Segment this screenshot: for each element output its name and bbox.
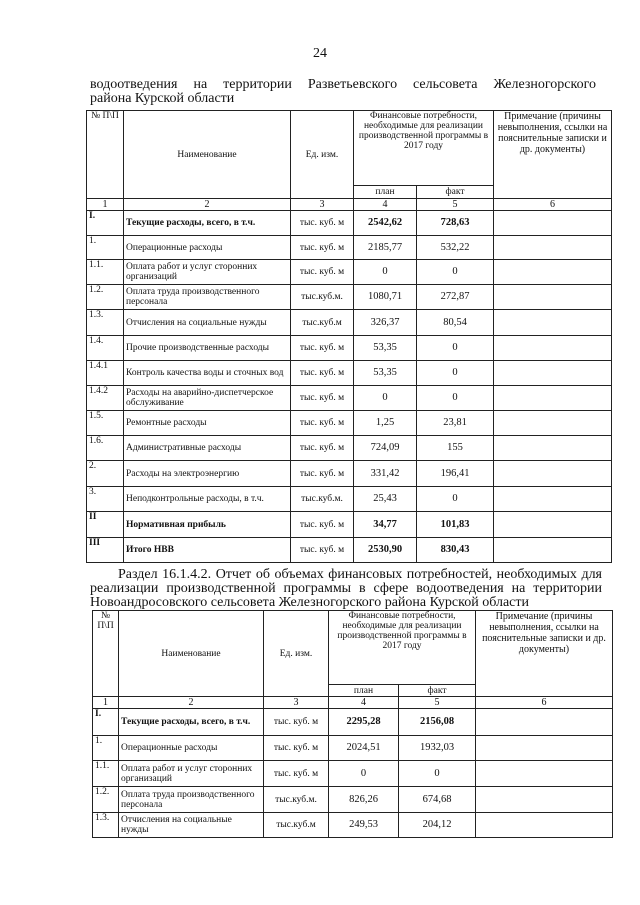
- row-name: Оплата труда производственного персонала: [119, 787, 264, 813]
- table1-heading: [90, 78, 596, 106]
- row-fact-value: 0: [417, 487, 494, 512]
- col-financial-header: Финансовые потребности, необходимые для реализации производственной программы в 2017 году: [329, 611, 476, 685]
- row-plan-value: 34,77: [354, 512, 417, 538]
- table1-heading-line1: водоотведения на территории Разветьевского сельсовета Железногорского: [90, 77, 596, 92]
- row-note: [476, 736, 613, 761]
- row-fact-value: 0: [417, 386, 494, 411]
- row-name: Операционные расходы: [124, 236, 291, 260]
- section-heading-line3: Новоандросовского сельсовета Железногорского района Курской области: [90, 595, 529, 610]
- col-index: 4: [354, 199, 417, 211]
- row-unit: тыс.куб.м: [264, 813, 329, 838]
- row-fact-value: 23,81: [417, 411, 494, 436]
- row-fact-value: 196,41: [417, 461, 494, 487]
- report-table-2: [92, 610, 613, 838]
- row-name: Оплата труда производственного персонала: [124, 285, 291, 310]
- col-name-header: Наименование: [119, 611, 264, 697]
- row-code: 1.4.2: [87, 386, 124, 411]
- col-financial-header: Финансовые потребности, необходимые для реализации производственной программы в 2017 году: [354, 111, 494, 186]
- row-name: Прочие производственные расходы: [124, 336, 291, 361]
- row-plan-value: 1080,71: [354, 285, 417, 310]
- row-plan-value: 2024,51: [329, 736, 399, 761]
- row-plan-value: 724,09: [354, 436, 417, 461]
- row-note: [476, 787, 613, 813]
- table-row: [87, 411, 612, 436]
- row-note: [494, 285, 612, 310]
- table-row: [87, 285, 612, 310]
- row-name: Расходы на электроэнергию: [124, 461, 291, 487]
- row-code: 1.4.: [87, 336, 124, 361]
- row-code: 1.: [93, 736, 119, 761]
- table2-header: [93, 611, 613, 709]
- row-unit: тыс.куб.м.: [291, 285, 354, 310]
- row-code: 3.: [87, 487, 124, 512]
- page-number: 24: [313, 46, 327, 61]
- row-fact-value: 532,22: [417, 236, 494, 260]
- row-code: 1.4.1: [87, 361, 124, 386]
- row-note: [494, 336, 612, 361]
- row-fact-value: 204,12: [399, 813, 476, 838]
- table-row: [87, 512, 612, 538]
- section-heading: [90, 568, 602, 610]
- row-unit: тыс. куб. м: [291, 386, 354, 411]
- row-note: [494, 386, 612, 411]
- row-name: Административные расходы: [124, 436, 291, 461]
- table-row: [87, 538, 612, 563]
- table-row: [87, 336, 612, 361]
- col-fact-header: факт: [417, 186, 494, 199]
- row-note: [494, 211, 612, 236]
- row-fact-value: 272,87: [417, 285, 494, 310]
- row-code: I.: [93, 709, 119, 736]
- row-code: II: [87, 512, 124, 538]
- row-note: [494, 236, 612, 260]
- row-unit: тыс. куб. м: [264, 761, 329, 787]
- table-row: [93, 736, 613, 761]
- table-row: [93, 813, 613, 838]
- row-plan-value: 249,53: [329, 813, 399, 838]
- row-plan-value: 53,35: [354, 336, 417, 361]
- row-plan-value: 2542,62: [354, 211, 417, 236]
- row-plan-value: 2185,77: [354, 236, 417, 260]
- row-unit: тыс. куб. м: [291, 260, 354, 285]
- row-code: 1.6.: [87, 436, 124, 461]
- row-unit: тыс.куб.м.: [264, 787, 329, 813]
- row-note: [494, 436, 612, 461]
- row-unit: тыс.куб.м.: [291, 487, 354, 512]
- row-plan-value: 0: [354, 386, 417, 411]
- row-unit: тыс. куб. м: [291, 538, 354, 563]
- row-note: [476, 813, 613, 838]
- row-name: Оплата работ и услуг сторонних организаций: [119, 761, 264, 787]
- col-note-header: Примечание (причины невыполнения, ссылки на пояснительные записки и др. документы): [476, 611, 613, 697]
- col-index: 3: [264, 697, 329, 709]
- row-plan-value: 1,25: [354, 411, 417, 436]
- table2-body: [93, 709, 613, 838]
- row-unit: тыс. куб. м: [291, 236, 354, 260]
- row-plan-value: 0: [354, 260, 417, 285]
- col-unit-header: Ед. изм.: [291, 111, 354, 199]
- row-code: 1.: [87, 236, 124, 260]
- table-row: [87, 310, 612, 336]
- col-plan-header: план: [329, 685, 399, 697]
- row-plan-value: 53,35: [354, 361, 417, 386]
- col-index: 2: [119, 697, 264, 709]
- row-name: Отчисления на социальные нужды: [119, 813, 264, 838]
- col-num-header: № П\П: [93, 611, 119, 697]
- row-code: 1.3.: [87, 310, 124, 336]
- row-code: 2.: [87, 461, 124, 487]
- report-table-1: [86, 110, 612, 563]
- row-plan-value: 0: [329, 761, 399, 787]
- row-unit: тыс. куб. м: [291, 411, 354, 436]
- table-row: [93, 709, 613, 736]
- row-name: Отчисления на социальные нужды: [124, 310, 291, 336]
- section-heading-line1: Раздел 16.1.4.2. Отчет об объемах финансовых потребностей, необходимых для: [118, 567, 602, 582]
- row-code: 1.2.: [87, 285, 124, 310]
- row-fact-value: 2156,08: [399, 709, 476, 736]
- row-unit: тыс. куб. м: [291, 361, 354, 386]
- row-code: I.: [87, 211, 124, 236]
- row-code: III: [87, 538, 124, 563]
- col-num-header: № П\П: [87, 111, 124, 199]
- col-index: 3: [291, 199, 354, 211]
- col-index: 6: [476, 697, 613, 709]
- row-unit: тыс. куб. м: [291, 336, 354, 361]
- row-fact-value: 0: [417, 361, 494, 386]
- table-row: [93, 761, 613, 787]
- row-unit: тыс. куб. м: [291, 512, 354, 538]
- table1-header: [87, 111, 612, 211]
- col-index: 1: [93, 697, 119, 709]
- row-unit: тыс. куб. м: [291, 211, 354, 236]
- table-row: [87, 436, 612, 461]
- row-name: Текущие расходы, всего, в т.ч.: [124, 211, 291, 236]
- table-row: [87, 386, 612, 411]
- row-name: Неподконтрольные расходы, в т.ч.: [124, 487, 291, 512]
- table-row: [87, 211, 612, 236]
- row-unit: тыс. куб. м: [264, 736, 329, 761]
- row-plan-value: 2295,28: [329, 709, 399, 736]
- row-name: Ремонтные расходы: [124, 411, 291, 436]
- row-note: [476, 761, 613, 787]
- row-fact-value: 80,54: [417, 310, 494, 336]
- row-note: [494, 310, 612, 336]
- row-code: 1.2.: [93, 787, 119, 813]
- row-fact-value: 101,83: [417, 512, 494, 538]
- row-unit: тыс. куб. м: [291, 436, 354, 461]
- row-name: Текущие расходы, всего, в т.ч.: [119, 709, 264, 736]
- row-name: Контроль качества воды и сточных вод: [124, 361, 291, 386]
- row-unit: тыс. куб. м: [291, 461, 354, 487]
- col-index: 4: [329, 697, 399, 709]
- row-fact-value: 155: [417, 436, 494, 461]
- row-note: [494, 260, 612, 285]
- row-fact-value: 830,43: [417, 538, 494, 563]
- row-code: 1.1.: [93, 761, 119, 787]
- row-unit: тыс. куб. м: [264, 709, 329, 736]
- row-unit: тыс.куб.м: [291, 310, 354, 336]
- row-note: [494, 538, 612, 563]
- row-name: Расходы на аварийно-диспетчерское обслуживание: [124, 386, 291, 411]
- col-fact-header: факт: [399, 685, 476, 697]
- row-note: [494, 361, 612, 386]
- row-code: 1.5.: [87, 411, 124, 436]
- row-fact-value: 0: [417, 336, 494, 361]
- table1-heading-line2: района Курской области: [90, 91, 235, 106]
- row-note: [494, 487, 612, 512]
- col-index: 5: [417, 199, 494, 211]
- row-name: Итого НВВ: [124, 538, 291, 563]
- col-index: 2: [124, 199, 291, 211]
- table-row: [87, 487, 612, 512]
- row-note: [494, 411, 612, 436]
- row-code: 1.1.: [87, 260, 124, 285]
- row-code: 1.3.: [93, 813, 119, 838]
- row-plan-value: 326,37: [354, 310, 417, 336]
- col-name-header: Наименование: [124, 111, 291, 199]
- table-row: [87, 260, 612, 285]
- row-plan-value: 826,26: [329, 787, 399, 813]
- table-row: [87, 236, 612, 260]
- table-row: [87, 461, 612, 487]
- col-note-header: Примечание (причины невыполнения, ссылки на пояснительные записки и др. документы): [494, 111, 612, 199]
- row-note: [476, 709, 613, 736]
- col-plan-header: план: [354, 186, 417, 199]
- table-row: [87, 361, 612, 386]
- col-unit-header: Ед. изм.: [264, 611, 329, 697]
- row-note: [494, 461, 612, 487]
- row-note: [494, 512, 612, 538]
- row-fact-value: 674,68: [399, 787, 476, 813]
- col-index: 6: [494, 199, 612, 211]
- section-heading-line2: реализации производственной программы в сфере водоотведения на территории: [90, 581, 602, 596]
- row-name: Оплата работ и услуг сторонних организаций: [124, 260, 291, 285]
- row-name: Операционные расходы: [119, 736, 264, 761]
- col-index: 5: [399, 697, 476, 709]
- row-name: Нормативная прибыль: [124, 512, 291, 538]
- row-plan-value: 25,43: [354, 487, 417, 512]
- row-plan-value: 331,42: [354, 461, 417, 487]
- table-row: [93, 787, 613, 813]
- table1-body: [87, 211, 612, 563]
- row-fact-value: 0: [399, 761, 476, 787]
- row-fact-value: 0: [417, 260, 494, 285]
- row-plan-value: 2530,90: [354, 538, 417, 563]
- row-fact-value: 1932,03: [399, 736, 476, 761]
- row-fact-value: 728,63: [417, 211, 494, 236]
- col-index: 1: [87, 199, 124, 211]
